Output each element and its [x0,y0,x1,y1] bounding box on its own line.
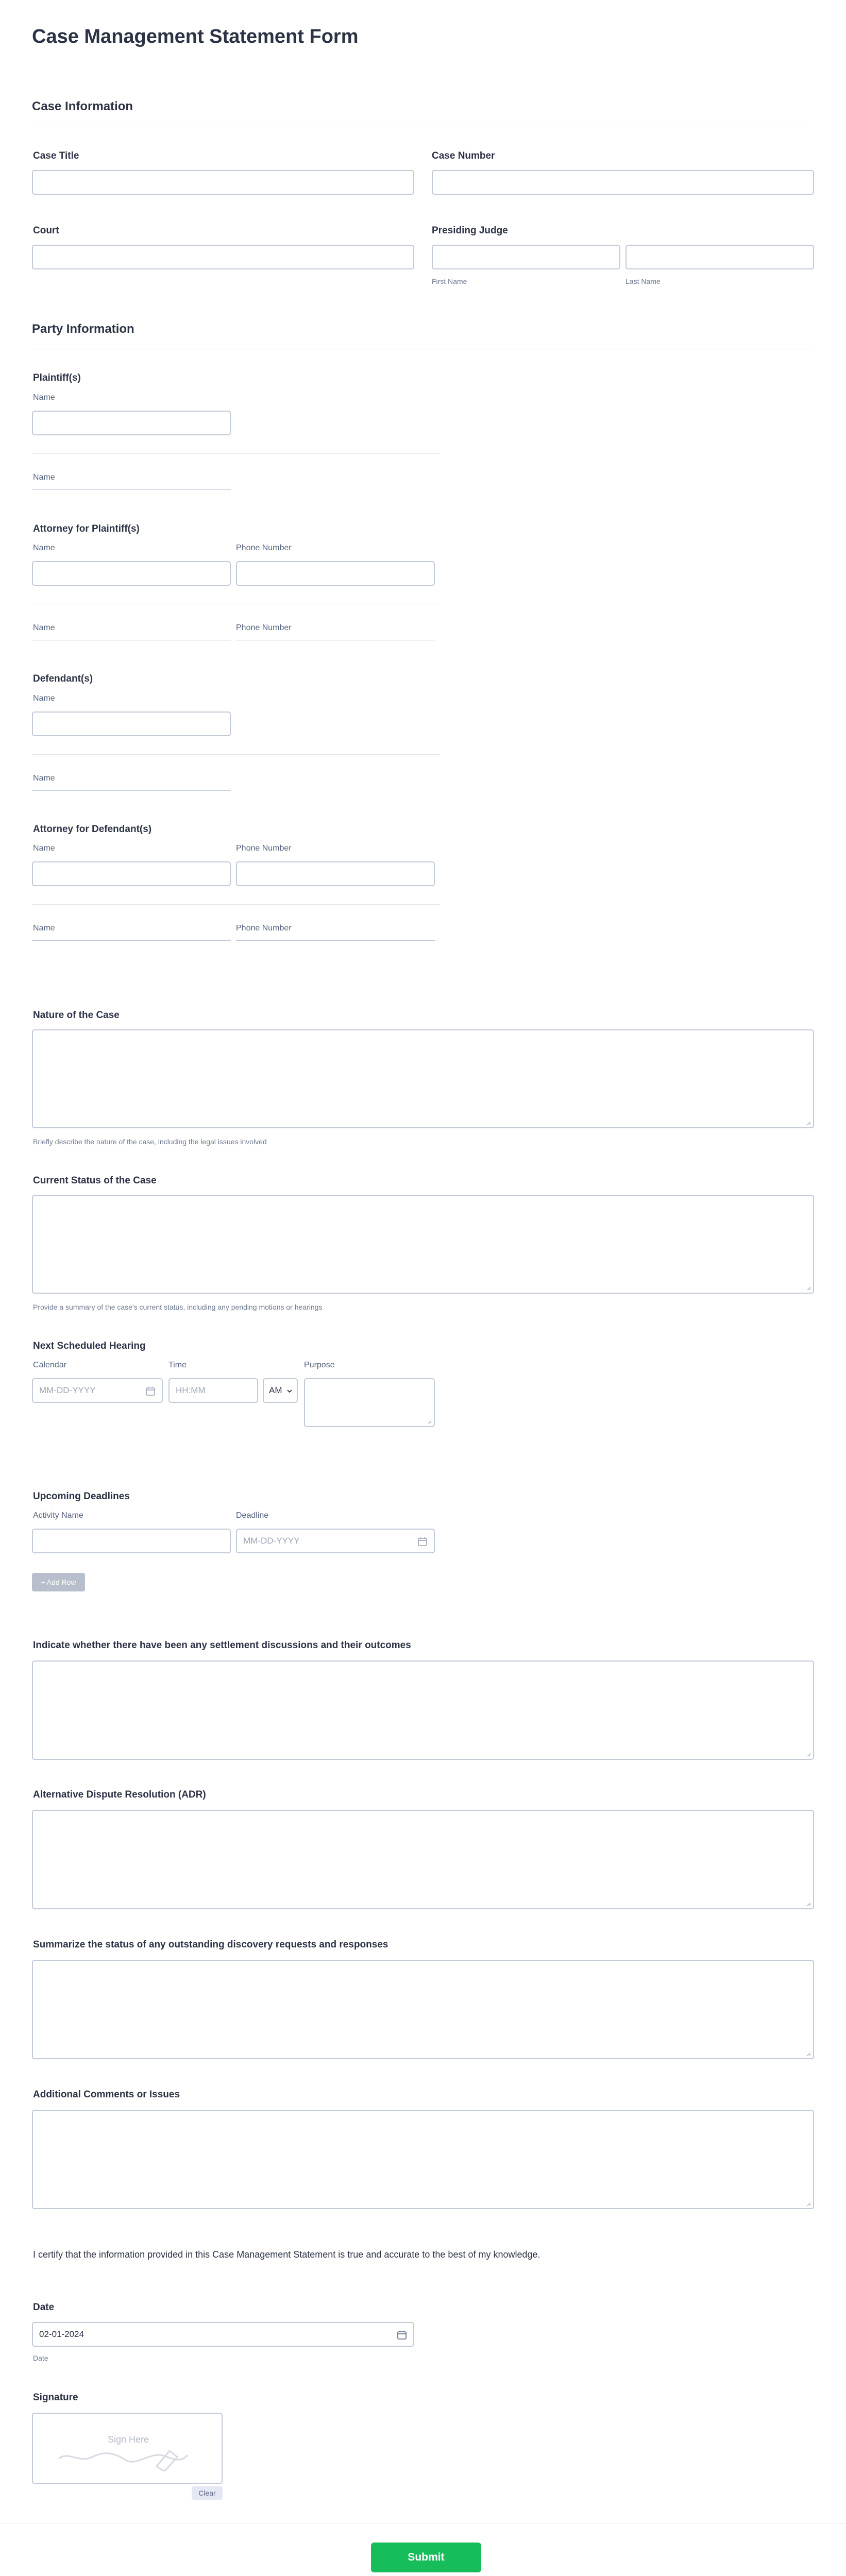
defendant-name-input[interactable] [32,711,231,736]
nature-of-case-label: Nature of the Case [33,1010,120,1021]
phone-static-label: Phone Number [236,623,292,632]
resize-grip-icon[interactable] [806,2051,811,2056]
name-column-header: Name [33,694,55,703]
discovery-textarea[interactable] [32,1960,814,2059]
date-label: Date [33,2302,55,2313]
date-value: 02-01-2024 [39,2329,84,2339]
static-row-line [236,940,435,941]
attorney-defendants-label: Attorney for Defendant(s) [33,824,152,835]
certification-text: I certify that the information provided in this Case Management Statement is true and accurate to the best of my knowledge. [33,2249,540,2260]
adr-label: Alternative Dispute Resolution (ADR) [33,1789,206,1800]
resize-grip-icon[interactable] [806,1285,811,1291]
signature-pad[interactable] [32,2413,223,2484]
presiding-judge-label: Presiding Judge [432,225,508,236]
name-static-label: Name [33,774,55,783]
page-title: Case Management Statement Form [32,26,359,47]
hearing-date-placeholder: MM-DD-YYYY [39,1385,96,1395]
section-title-case-info: Case Information [32,99,133,113]
attorney-plaintiff-phone-input[interactable] [236,561,435,586]
first-name-sublabel: First Name [432,277,467,285]
phone-static-label: Phone Number [236,924,292,933]
time-column-header: Time [168,1361,187,1369]
nature-of-case-textarea[interactable] [32,1029,814,1128]
resize-grip-icon[interactable] [806,1901,811,1906]
court-input[interactable] [32,245,414,269]
plaintiffs-label: Plaintiff(s) [33,372,81,383]
discovery-label: Summarize the status of any outstanding discovery requests and responses [33,1939,388,1950]
hearing-time-input[interactable] [168,1378,258,1403]
current-status-textarea[interactable] [32,1195,814,1294]
hearing-purpose-textarea[interactable] [304,1378,435,1427]
name-column-header: Name [33,393,55,402]
calendar-icon[interactable] [397,2330,407,2340]
date-sublabel: Date [33,2354,48,2362]
calendar-icon[interactable] [417,1536,428,1547]
hearing-date-input[interactable] [32,1378,163,1403]
row-divider [32,453,440,454]
court-label: Court [33,225,59,236]
comments-textarea[interactable] [32,2110,814,2209]
resize-grip-icon[interactable] [806,1752,811,1757]
static-row-line [32,790,231,791]
last-name-sublabel: Last Name [625,277,661,285]
plaintiff-name-input[interactable] [32,411,231,435]
activity-column-header: Activity Name [33,1511,83,1520]
signature-placeholder: Sign Here [107,2434,149,2445]
attorney-defendant-name-input[interactable] [32,861,231,886]
upcoming-deadlines-label: Upcoming Deadlines [33,1491,130,1502]
case-title-label: Case Title [33,150,79,161]
current-status-label: Current Status of the Case [33,1175,157,1186]
deadline-column-header: Deadline [236,1511,269,1520]
name-static-label: Name [33,924,55,933]
date-input[interactable] [32,2322,414,2347]
static-row-line [32,489,231,490]
activity-name-input[interactable] [32,1529,231,1553]
name-static-label: Name [33,623,55,632]
deadline-date-placeholder: MM-DD-YYYY [243,1536,300,1546]
nature-of-case-hint: Briefly describe the nature of the case, including the legal issues involved [33,1138,267,1146]
row-divider [32,904,440,905]
phone-column-header: Phone Number [236,844,292,853]
next-hearing-label: Next Scheduled Hearing [33,1341,146,1351]
clear-signature-button[interactable]: Clear [192,2486,223,2500]
calendar-icon[interactable] [145,1386,156,1396]
phone-column-header: Phone Number [236,544,292,552]
defendants-label: Defendant(s) [33,673,93,684]
submit-button[interactable]: Submit [371,2543,481,2572]
case-number-label: Case Number [432,150,495,161]
judge-last-name-input[interactable] [625,245,814,269]
hearing-time-placeholder: HH:MM [176,1385,206,1395]
ampm-select[interactable] [263,1378,298,1403]
case-number-input[interactable] [432,170,814,195]
name-column-header: Name [33,844,55,853]
judge-first-name-input[interactable] [432,245,620,269]
attorney-defendant-phone-input[interactable] [236,861,435,886]
signature-scribble-icon [54,2435,208,2471]
row-divider [32,754,440,755]
adr-textarea[interactable] [32,1810,814,1909]
resize-grip-icon[interactable] [806,1120,811,1125]
case-title-input[interactable] [32,170,414,195]
ampm-value: AM [269,1385,282,1395]
signature-label: Signature [33,2392,78,2403]
name-static-label: Name [33,473,55,482]
add-row-button[interactable]: + Add Row [32,1573,85,1591]
static-row-line [32,940,231,941]
current-status-hint: Provide a summary of the case's current status, including any pending motions or hearings [33,1303,323,1311]
name-column-header: Name [33,544,55,552]
purpose-column-header: Purpose [304,1361,335,1369]
comments-label: Additional Comments or Issues [33,2089,180,2100]
resize-grip-icon[interactable] [427,1419,432,1424]
resize-grip-icon[interactable] [806,2201,811,2206]
deadline-date-input[interactable] [236,1529,435,1553]
calendar-column-header: Calendar [33,1361,66,1369]
settlement-textarea[interactable] [32,1660,814,1760]
chevron-down-icon [286,1388,293,1394]
settlement-label: Indicate whether there have been any settlement discussions and their outcomes [33,1640,411,1651]
attorney-plaintiff-name-input[interactable] [32,561,231,586]
attorney-plaintiffs-label: Attorney for Plaintiff(s) [33,523,140,534]
section-title-party-info: Party Information [32,322,134,336]
